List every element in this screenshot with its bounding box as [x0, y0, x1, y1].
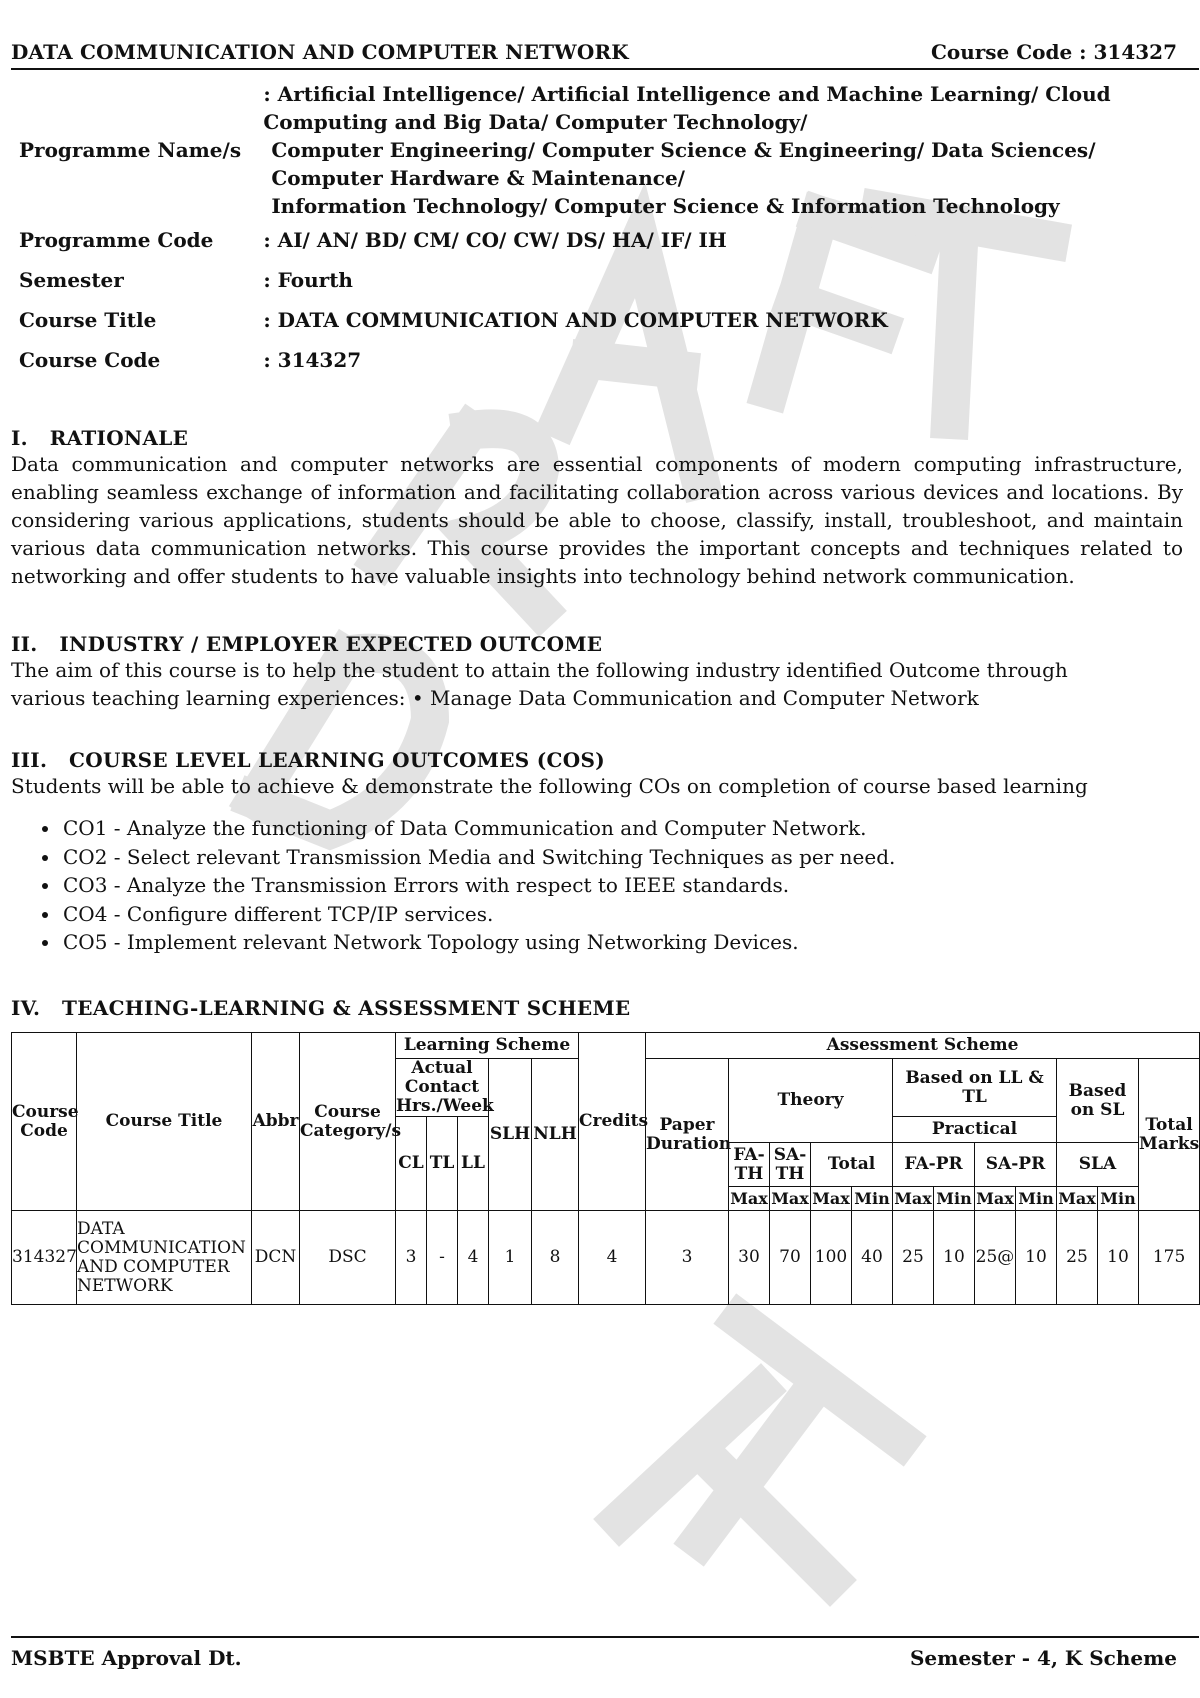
- cell-sa-pr-min: 10: [1016, 1211, 1057, 1305]
- course-outcomes-intro: Students will be able to achieve & demonstrate the following COs on completion of course based learning: [11, 774, 1088, 798]
- col-paper-duration: Paper Duration: [646, 1059, 729, 1211]
- table-row: [12, 1211, 1200, 1305]
- col-fa-th: FA-TH: [729, 1143, 770, 1187]
- course-outcomes-heading: III. COURSE LEVEL LEARNING OUTCOMES (COS): [11, 748, 605, 772]
- col-ll: LL: [458, 1117, 489, 1211]
- col-max: Max: [729, 1187, 770, 1211]
- programme-code-value: : AI/ AN/ BD/ CM/ CO/ CW/ DS/ HA/ IF/ IH: [263, 228, 727, 252]
- cell-credits: 4: [579, 1211, 646, 1305]
- course-outcome-item: • CO2 - Select relevant Transmission Media and Switching Techniques as per need.: [61, 843, 1183, 872]
- scheme-section: [11, 996, 1183, 1020]
- col-actual-contact: Actual Contact Hrs./Week: [396, 1058, 494, 1116]
- course-outcomes-list: [11, 814, 1183, 957]
- header-course-code: Course Code : 314327: [930, 40, 1177, 64]
- rationale-section: [11, 426, 1183, 590]
- industry-outcome-section: [11, 632, 1183, 712]
- programme-name-label: Programme Name/s: [19, 138, 242, 162]
- course-outcomes-section: [11, 748, 1183, 957]
- col-max: Max: [1057, 1187, 1098, 1211]
- cell-fa-pr-min: 10: [934, 1211, 975, 1305]
- col-assessment-scheme: Assessment Scheme: [646, 1033, 1200, 1059]
- cell-total-marks: 175: [1139, 1211, 1200, 1305]
- col-max: Max: [975, 1187, 1016, 1211]
- course-outcome-item: • CO1 - Analyze the functioning of Data Communication and Computer Network.: [61, 814, 1183, 843]
- cell-sla-max: 25: [1057, 1211, 1098, 1305]
- cell-abbr: DCN: [252, 1211, 300, 1305]
- col-sla: SLA: [1057, 1143, 1139, 1187]
- footer-semester-scheme: Semester - 4, K Scheme: [909, 1646, 1177, 1670]
- col-nlh: NLH: [532, 1059, 579, 1211]
- col-min: Min: [1098, 1187, 1139, 1211]
- course-code-label: Course Code: [19, 348, 161, 372]
- col-min: Min: [934, 1187, 975, 1211]
- cell-fa-th-max: 30: [729, 1211, 770, 1305]
- col-theory: Theory: [729, 1059, 893, 1143]
- col-total-marks: Total Marks: [1139, 1059, 1200, 1211]
- programme-name-line-1: : Artificial Intelligence/ Artificial Intelligence and Machine Learning/ Cloud Computing and Big Data/ Computer Technology/: [263, 82, 1111, 134]
- col-min: Min: [852, 1187, 893, 1211]
- cell-fa-pr-max: 25: [893, 1211, 934, 1305]
- course-outcome-item: • CO5 - Implement relevant Network Topology using Networking Devices.: [61, 928, 1183, 957]
- col-slh: SLH: [489, 1059, 532, 1211]
- programme-name-line-2: Computer Engineering/ Computer Science & Engineering/ Data Sciences/ Computer Hardware & Maintenance/: [271, 138, 1096, 190]
- industry-outcome-heading: II. INDUSTRY / EMPLOYER EXPECTED OUTCOME: [11, 632, 603, 656]
- footer-approval-date: MSBTE Approval Dt.: [11, 1646, 242, 1670]
- col-learning-scheme: Learning Scheme: [396, 1033, 579, 1059]
- page-header: [11, 38, 1199, 70]
- cell-tl: -: [427, 1211, 458, 1305]
- col-max: Max: [770, 1187, 811, 1211]
- cell-nlh: 8: [532, 1211, 579, 1305]
- industry-outcome-text: The aim of this course is to help the student to attain the following industry identified Outcome through various teaching learning experiences: • Manage Data Communication and Computer Network: [11, 658, 1068, 710]
- course-title-value: : DATA COMMUNICATION AND COMPUTER NETWORK: [263, 308, 888, 332]
- col-cl: CL: [396, 1117, 427, 1211]
- col-max: Max: [893, 1187, 934, 1211]
- course-outcome-item: • CO4 - Configure different TCP/IP services.: [61, 900, 1183, 929]
- cell-sa-th-max: 70: [770, 1211, 811, 1305]
- col-total: Total: [811, 1143, 893, 1187]
- rationale-text: Data communication and computer networks are essential components of modern computing infrastructure, enabling seamless exchange of information and facilitating collaboration across various devices and locations. By considering various applications, students should be able to choose, classify, install, troubleshoot, and maintain various data communication networks. This course provides the important concepts and techniques related to networking and offer students to have valuable insights into technology behind network communication.: [11, 452, 1183, 588]
- cell-paper-duration: 3: [646, 1211, 729, 1305]
- cell-slh: 1: [489, 1211, 532, 1305]
- col-course-code: Course Code: [12, 1033, 77, 1211]
- cell-sa-pr-max: 25@: [975, 1211, 1016, 1305]
- col-category: Course Category/s: [300, 1033, 396, 1211]
- col-course-title: Course Title: [77, 1033, 252, 1211]
- col-sa-pr: SA-PR: [975, 1143, 1057, 1187]
- col-tl: TL: [427, 1117, 458, 1211]
- cell-cl: 3: [396, 1211, 427, 1305]
- programme-code-label: Programme Code: [19, 228, 214, 252]
- course-outcome-item: • CO3 - Analyze the Transmission Errors with respect to IEEE standards.: [61, 871, 1183, 900]
- semester-label: Semester: [19, 268, 124, 292]
- cell-course-code: 314327: [12, 1211, 77, 1305]
- col-sa-th: SA-TH: [770, 1143, 811, 1187]
- scheme-heading: IV. TEACHING-LEARNING & ASSESSMENT SCHEME: [11, 996, 631, 1020]
- cell-course-title: DATA COMMUNICATION AND COMPUTER NETWORK: [77, 1211, 252, 1305]
- cell-sla-min: 10: [1098, 1211, 1139, 1305]
- page-footer: [11, 1636, 1199, 1670]
- cell-total-min: 40: [852, 1211, 893, 1305]
- col-abbr: Abbr: [252, 1033, 300, 1211]
- programme-name-line-3: Information Technology/ Computer Science & Information Technology: [271, 194, 1060, 218]
- teaching-scheme-table: [11, 1032, 1200, 1305]
- col-fa-pr: FA-PR: [893, 1143, 975, 1187]
- course-title-label: Course Title: [19, 308, 157, 332]
- col-max: Max: [811, 1187, 852, 1211]
- col-based-sl: Based on SL: [1057, 1059, 1139, 1143]
- semester-value: : Fourth: [263, 268, 353, 292]
- col-practical: Practical: [893, 1117, 1057, 1143]
- programme-name-value: [255, 80, 1199, 220]
- header-course-title: DATA COMMUNICATION AND COMPUTER NETWORK: [11, 40, 629, 64]
- cell-ll: 4: [458, 1211, 489, 1305]
- cell-category: DSC: [300, 1211, 396, 1305]
- course-info-table: [11, 80, 1199, 380]
- col-credits: Credits: [579, 1033, 646, 1211]
- course-code-value: : 314327: [263, 348, 362, 372]
- col-based-ll-tl: Based on LL & TL: [893, 1059, 1057, 1117]
- cell-total-max: 100: [811, 1211, 852, 1305]
- rationale-heading: I. RATIONALE: [11, 426, 189, 450]
- col-min: Min: [1016, 1187, 1057, 1211]
